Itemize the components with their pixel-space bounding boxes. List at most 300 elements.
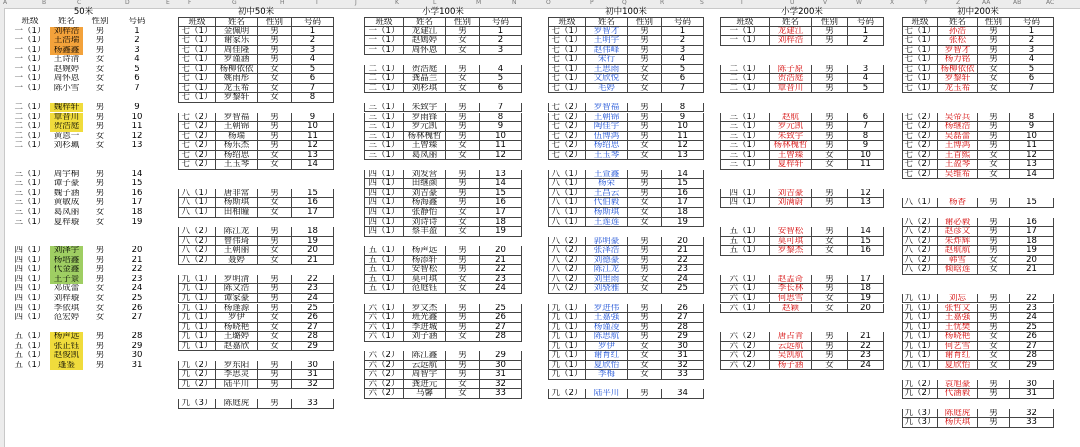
name-cell[interactable]: 谢必毅 — [938, 218, 978, 228]
gender-cell[interactable]: 女 — [446, 151, 480, 161]
number-cell[interactable]: 29 — [662, 332, 704, 342]
number-cell[interactable]: 11 — [131, 122, 143, 132]
class-cell[interactable]: 九（2） — [178, 380, 216, 390]
name-cell[interactable]: 杨声远 — [50, 332, 83, 342]
name-cell[interactable]: 黄敏成 — [53, 198, 80, 208]
gender-cell[interactable]: 女 — [978, 351, 1010, 361]
number-cell[interactable]: 6 — [848, 113, 884, 123]
gender-cell[interactable]: 男 — [628, 256, 662, 266]
name-cell[interactable]: 罗文杰 — [404, 304, 446, 314]
gender-cell[interactable]: 男 — [628, 170, 662, 180]
name-cell[interactable]: 王玉琴 — [586, 151, 628, 161]
gender-cell[interactable]: 男 — [95, 255, 105, 265]
class-cell[interactable]: 六（2） — [720, 361, 770, 371]
name-cell[interactable]: 孙浩 — [938, 27, 978, 37]
name-cell[interactable]: 何艺雪 — [938, 342, 978, 352]
class-cell[interactable]: 七（1） — [178, 27, 216, 37]
gender-cell[interactable]: 女 — [258, 93, 292, 103]
number-cell[interactable]: 19 — [292, 237, 334, 247]
gender-cell[interactable]: 男 — [812, 275, 848, 285]
name-cell[interactable]: 李思灵 — [216, 370, 258, 380]
name-cell[interactable]: 龙玉希 — [938, 84, 978, 94]
gender-cell[interactable]: 男 — [95, 112, 105, 122]
gender-cell[interactable]: 女 — [95, 313, 105, 323]
name-cell[interactable]: 文欣悦 — [586, 74, 628, 84]
name-cell[interactable]: 陶佳宇 — [586, 122, 628, 132]
gender-cell[interactable]: 男 — [978, 27, 1010, 37]
number-cell[interactable]: 22 — [662, 256, 704, 266]
name-cell[interactable]: 韩雪 — [938, 256, 978, 266]
name-cell[interactable]: 姓名 — [57, 17, 75, 26]
number-cell[interactable]: 15 — [131, 179, 143, 189]
number-cell[interactable]: 20 — [848, 304, 884, 314]
name-cell[interactable]: 吴凯航 — [770, 351, 812, 361]
gender-cell[interactable]: 女 — [628, 74, 662, 84]
number-cell[interactable]: 9 — [480, 122, 522, 132]
gender-cell[interactable]: 男 — [258, 122, 292, 132]
name-cell[interactable]: 夏梓轩 — [770, 160, 812, 170]
class-cell[interactable]: 七（2） — [548, 141, 586, 151]
gender-cell[interactable]: 男 — [812, 141, 848, 151]
column-letter-x[interactable]: X — [890, 0, 895, 6]
gender-cell[interactable]: 男 — [978, 389, 1010, 399]
class-cell[interactable]: 七（2） — [902, 132, 938, 142]
number-cell[interactable]: 24 — [1010, 313, 1054, 323]
number-cell[interactable]: 31 — [1010, 389, 1054, 399]
gender-cell[interactable]: 男 — [95, 351, 105, 361]
gender-cell[interactable]: 女 — [446, 227, 480, 237]
class-cell[interactable]: 六（2） — [720, 332, 770, 342]
column-letter-d[interactable]: D — [125, 0, 130, 6]
number-cell[interactable]: 3 — [662, 46, 704, 56]
number-cell[interactable]: 19 — [131, 217, 143, 227]
number-cell[interactable]: 12 — [292, 141, 334, 151]
name-cell[interactable]: 李进城 — [404, 323, 446, 333]
class-cell[interactable]: 九（1） — [548, 342, 586, 352]
column-letter-c[interactable]: C — [77, 0, 82, 6]
class-cell[interactable]: 七（1） — [902, 27, 938, 37]
gender-cell[interactable]: 男 — [258, 370, 292, 380]
gender-cell[interactable]: 女 — [978, 84, 1010, 94]
name-cell[interactable]: 刘杉珮 — [53, 141, 80, 151]
name-cell[interactable]: 王萱鑫 — [586, 170, 628, 180]
gender-cell[interactable]: 女 — [812, 237, 848, 247]
class-cell[interactable]: 七（2） — [902, 170, 938, 180]
column-letter-g[interactable]: G — [232, 0, 237, 6]
gender-cell[interactable]: 男 — [812, 74, 848, 84]
name-cell[interactable]: 王曾臻 — [770, 151, 812, 161]
class-cell[interactable]: 九（2） — [902, 380, 938, 390]
number-cell[interactable]: 32 — [480, 380, 522, 390]
name-cell[interactable]: 毛婷 — [586, 84, 628, 94]
name-cell[interactable]: 赵彦文 — [938, 227, 978, 237]
gender-cell[interactable]: 男 — [978, 323, 1010, 333]
class-cell[interactable]: 七（1） — [902, 36, 938, 46]
name-cell[interactable]: 王莲莲 — [586, 218, 628, 228]
gender-cell[interactable]: 女 — [95, 293, 105, 303]
class-cell[interactable]: 七（1） — [548, 27, 586, 37]
gender-cell[interactable]: 男 — [628, 246, 662, 256]
class-cell[interactable]: 四（1） — [14, 293, 46, 303]
name-cell[interactable]: 何思雪 — [770, 294, 812, 304]
class-cell[interactable]: 五（1） — [14, 360, 46, 370]
class-cell[interactable]: 九（1） — [178, 304, 216, 314]
number-cell[interactable]: 1 — [662, 27, 704, 37]
number-cell[interactable]: 22 — [131, 265, 143, 275]
class-cell[interactable]: 八（2） — [178, 227, 216, 237]
column-letter-a[interactable]: A — [3, 0, 8, 6]
class-cell[interactable]: 六（1） — [720, 294, 770, 304]
gender-cell[interactable]: 男 — [258, 113, 292, 123]
class-cell[interactable]: 四（1） — [14, 255, 46, 265]
name-cell[interactable]: 罗黎轩 — [216, 93, 258, 103]
class-cell[interactable]: 一（1） — [364, 46, 404, 56]
name-cell[interactable]: 罗谨涵 — [216, 55, 258, 65]
gender-cell[interactable]: 女 — [446, 46, 480, 56]
name-cell[interactable]: 罗智才 — [938, 46, 978, 56]
class-cell[interactable]: 五（1） — [14, 332, 46, 342]
gender-cell[interactable]: 女 — [978, 170, 1010, 180]
name-cell[interactable]: 陈庭虎 — [938, 409, 978, 419]
number-cell[interactable]: 17 — [131, 198, 143, 208]
name-cell[interactable]: 刘德豪 — [586, 256, 628, 266]
gender-cell[interactable]: 男 — [978, 246, 1010, 256]
gender-cell[interactable]: 女 — [446, 284, 480, 294]
number-cell[interactable]: 15 — [480, 189, 522, 199]
name-cell[interactable]: 曾伟琦 — [216, 237, 258, 247]
class-cell[interactable]: 七（2） — [178, 113, 216, 123]
class-cell[interactable]: 三（1） — [720, 151, 770, 161]
gender-cell[interactable]: 男 — [628, 389, 662, 399]
number-cell[interactable]: 29 — [1010, 361, 1054, 371]
name-cell[interactable]: 周宇桐 — [53, 169, 80, 179]
name-cell[interactable]: 杨绍思 — [216, 151, 258, 161]
gender-cell[interactable]: 男 — [812, 113, 848, 123]
number-cell[interactable]: 23 — [848, 351, 884, 361]
gender-cell[interactable]: 女 — [95, 55, 105, 65]
gender-cell[interactable]: 女 — [812, 294, 848, 304]
column-letter-r[interactable]: R — [660, 0, 665, 6]
gender-cell[interactable]: 男 — [258, 275, 292, 285]
name-cell[interactable]: 罗智福 — [586, 103, 628, 113]
gender-cell[interactable]: 男 — [628, 27, 662, 37]
gender-cell[interactable]: 男 — [628, 332, 662, 342]
number-cell[interactable]: 13 — [848, 198, 884, 208]
name-cell[interactable]: 谭子豪 — [53, 179, 80, 189]
gender-cell[interactable]: 男 — [812, 189, 848, 199]
class-cell[interactable]: 七（2） — [178, 151, 216, 161]
class-cell[interactable]: 九（3） — [178, 399, 216, 409]
number-cell[interactable]: 1 — [1010, 27, 1054, 37]
number-cell[interactable]: 33 — [1010, 418, 1054, 428]
class-cell[interactable]: 九（1） — [548, 323, 586, 333]
gender-cell[interactable]: 男 — [258, 46, 292, 56]
class-cell[interactable]: 六（2） — [720, 342, 770, 352]
number-cell[interactable]: 28 — [131, 332, 143, 342]
class-cell[interactable]: 一（1） — [720, 36, 770, 46]
number-cell[interactable]: 10 — [1010, 132, 1054, 142]
gender-cell[interactable]: 女 — [628, 351, 662, 361]
number-cell[interactable]: 24 — [480, 284, 522, 294]
name-cell[interactable]: 罗元凯 — [770, 122, 812, 132]
gender-cell[interactable]: 女 — [446, 380, 480, 390]
class-cell[interactable]: 五（1） — [14, 351, 46, 361]
gender-cell[interactable]: 男 — [978, 55, 1010, 65]
gender-cell[interactable]: 男 — [628, 113, 662, 123]
name-cell[interactable]: 周佳隆 — [216, 46, 258, 56]
gender-cell[interactable]: 男 — [978, 218, 1010, 228]
class-cell[interactable]: 五（1） — [14, 341, 46, 351]
class-cell[interactable]: 八（2） — [548, 246, 586, 256]
class-cell[interactable]: 九（1） — [902, 351, 938, 361]
class-cell[interactable]: 四（1） — [14, 274, 46, 284]
name-cell[interactable]: 陈思航 — [586, 332, 628, 342]
class-cell[interactable]: 六（1） — [720, 304, 770, 314]
name-cell[interactable]: 安智松 — [404, 265, 446, 275]
number-cell[interactable]: 2 — [662, 36, 704, 46]
gender-cell[interactable]: 女 — [258, 198, 292, 208]
number-cell[interactable]: 16 — [292, 198, 334, 208]
number-cell[interactable]: 26 — [292, 313, 334, 323]
class-cell[interactable]: 九（1） — [178, 313, 216, 323]
class-cell[interactable]: 八（2） — [902, 256, 938, 266]
number-cell[interactable]: 32 — [662, 361, 704, 371]
name-cell[interactable]: 陈江龙 — [216, 227, 258, 237]
name-cell[interactable]: 聂婷 — [216, 256, 258, 266]
number-cell[interactable]: 24 — [662, 275, 704, 285]
gender-cell[interactable]: 男 — [628, 265, 662, 275]
gender-cell[interactable]: 女 — [628, 361, 662, 371]
class-cell[interactable]: 八（1） — [548, 198, 586, 208]
gender-cell[interactable]: 性别 — [446, 17, 480, 27]
name-cell[interactable]: 陆平川 — [216, 380, 258, 390]
gender-cell[interactable]: 男 — [446, 122, 480, 132]
name-cell[interactable]: 马馨 — [404, 389, 446, 399]
name-cell[interactable]: 王首熙 — [938, 151, 978, 161]
number-cell[interactable]: 23 — [480, 275, 522, 285]
number-cell[interactable]: 12 — [662, 141, 704, 151]
block-title[interactable]: 小学100米 — [422, 7, 464, 17]
gender-cell[interactable]: 男 — [812, 132, 848, 142]
number-cell[interactable]: 25 — [480, 304, 522, 314]
column-letter-f[interactable]: F — [188, 0, 192, 6]
name-cell[interactable]: 王诗清 — [53, 55, 80, 65]
gender-cell[interactable]: 女 — [628, 342, 662, 352]
name-cell[interactable]: 赵俊凯 — [50, 351, 83, 361]
name-cell[interactable]: 杨培鑫 — [50, 256, 83, 266]
class-cell[interactable]: 四（1） — [364, 179, 404, 189]
number-cell[interactable]: 8 — [662, 103, 704, 113]
column-letter-aa[interactable]: AA — [982, 0, 991, 6]
number-cell[interactable]: 19 — [1010, 246, 1054, 256]
name-cell[interactable]: 陈子原 — [770, 65, 812, 75]
gender-cell[interactable]: 男 — [95, 274, 105, 284]
class-cell[interactable]: 七（2） — [548, 122, 586, 132]
name-cell[interactable]: 谭家豪 — [216, 294, 258, 304]
name-cell[interactable]: 王忧樊 — [938, 323, 978, 333]
name-cell[interactable]: 张泽浩 — [586, 246, 628, 256]
name-cell[interactable]: 陈庭虎 — [216, 399, 258, 409]
class-cell[interactable]: 七（1） — [902, 65, 938, 75]
class-cell[interactable]: 一（1） — [14, 26, 46, 36]
number-cell[interactable]: 21 — [662, 246, 704, 256]
gender-cell[interactable]: 男 — [95, 188, 105, 198]
number-cell[interactable]: 31 — [662, 351, 704, 361]
class-cell[interactable]: 六（1） — [364, 332, 404, 342]
class-cell[interactable]: 二（1） — [14, 141, 46, 151]
name-cell[interactable]: 唐非常 — [216, 189, 258, 199]
class-cell[interactable]: 班级 — [364, 17, 404, 27]
gender-cell[interactable]: 女 — [446, 36, 480, 46]
class-cell[interactable]: 六（2） — [364, 389, 404, 399]
class-cell[interactable]: 五（1） — [720, 237, 770, 247]
name-cell[interactable]: 朱致宇 — [404, 103, 446, 113]
class-cell[interactable]: 三（1） — [720, 113, 770, 123]
number-cell[interactable]: 7 — [848, 122, 884, 132]
class-cell[interactable]: 二（1） — [720, 84, 770, 94]
class-cell[interactable]: 九（1） — [902, 304, 938, 314]
name-cell[interactable]: 莫可琪 — [770, 237, 812, 247]
name-cell[interactable]: 田继颜 — [404, 179, 446, 189]
number-cell[interactable]: 33 — [480, 389, 522, 399]
name-cell[interactable]: 王嘉强 — [938, 313, 978, 323]
class-cell[interactable]: 二（1） — [720, 74, 770, 84]
gender-cell[interactable]: 男 — [446, 304, 480, 314]
class-cell[interactable]: 八（2） — [902, 218, 938, 228]
name-cell[interactable]: 姓名 — [770, 17, 812, 27]
number-cell[interactable]: 19 — [662, 218, 704, 228]
gender-cell[interactable]: 女 — [628, 84, 662, 94]
gender-cell[interactable]: 男 — [446, 179, 480, 189]
name-cell[interactable]: 张哲文 — [938, 304, 978, 314]
class-cell[interactable]: 二（1） — [14, 131, 46, 141]
class-cell[interactable]: 二（1） — [364, 74, 404, 84]
name-cell[interactable]: 龙建江 — [770, 27, 812, 37]
name-cell[interactable]: 王明宇 — [586, 36, 628, 46]
name-cell[interactable]: 龙玉希 — [216, 84, 258, 94]
number-cell[interactable]: 28 — [292, 332, 334, 342]
gender-cell[interactable]: 女 — [978, 265, 1010, 275]
number-cell[interactable]: 12 — [480, 151, 522, 161]
class-cell[interactable]: 四（1） — [364, 189, 404, 199]
class-cell[interactable]: 二（1） — [14, 122, 46, 132]
number-cell[interactable]: 23 — [662, 265, 704, 275]
gender-cell[interactable]: 男 — [446, 323, 480, 333]
number-cell[interactable]: 33 — [292, 399, 334, 409]
class-cell[interactable]: 五（1） — [364, 275, 404, 285]
name-cell[interactable]: 杨瑞 — [216, 132, 258, 142]
number-cell[interactable]: 号码 — [128, 17, 146, 26]
column-letter-n[interactable]: N — [512, 0, 517, 6]
gender-cell[interactable]: 男 — [628, 323, 662, 333]
class-cell[interactable]: 九（1） — [178, 275, 216, 285]
number-cell[interactable]: 6 — [292, 74, 334, 84]
gender-cell[interactable]: 男 — [812, 284, 848, 294]
number-cell[interactable]: 31 — [292, 370, 334, 380]
gender-cell[interactable]: 女 — [628, 141, 662, 151]
name-cell[interactable]: 王朝锦 — [216, 122, 258, 132]
name-cell[interactable]: 邓成蕾 — [53, 284, 80, 294]
gender-cell[interactable]: 男 — [446, 27, 480, 37]
gender-cell[interactable]: 女 — [258, 342, 292, 352]
number-cell[interactable]: 24 — [848, 361, 884, 371]
number-cell[interactable]: 23 — [292, 284, 334, 294]
number-cell[interactable]: 34 — [662, 389, 704, 399]
number-cell[interactable]: 12 — [131, 131, 143, 141]
number-cell[interactable]: 23 — [131, 274, 143, 284]
name-cell[interactable]: 田相瞳 — [216, 208, 258, 218]
name-cell[interactable]: 姓名 — [404, 17, 446, 27]
number-cell[interactable]: 30 — [480, 361, 522, 371]
number-cell[interactable]: 11 — [848, 160, 884, 170]
gender-cell[interactable]: 男 — [446, 361, 480, 371]
number-cell[interactable]: 17 — [848, 275, 884, 285]
column-letter-i[interactable]: I — [316, 0, 318, 6]
name-cell[interactable]: 赵嘉欣 — [216, 342, 258, 352]
gender-cell[interactable]: 女 — [95, 74, 105, 84]
number-cell[interactable]: 33 — [662, 370, 704, 380]
class-cell[interactable]: 二（1） — [364, 65, 404, 75]
number-cell[interactable]: 9 — [134, 102, 140, 112]
class-cell[interactable]: 三（1） — [720, 132, 770, 142]
name-cell[interactable]: 朱炸辉 — [938, 237, 978, 247]
class-cell[interactable]: 班级 — [21, 17, 39, 26]
gender-cell[interactable]: 女 — [446, 218, 480, 228]
column-letter-p[interactable]: P — [590, 0, 594, 6]
gender-cell[interactable]: 男 — [978, 380, 1010, 390]
number-cell[interactable]: 22 — [1010, 294, 1054, 304]
number-cell[interactable]: 3 — [292, 46, 334, 56]
name-cell[interactable]: 王子景 — [50, 275, 83, 285]
name-cell[interactable]: 罗黎杰 — [770, 246, 812, 256]
gender-cell[interactable]: 男 — [446, 198, 480, 208]
number-cell[interactable]: 3 — [1010, 46, 1054, 56]
number-cell[interactable]: 16 — [480, 198, 522, 208]
number-cell[interactable]: 8 — [848, 132, 884, 142]
gender-cell[interactable]: 女 — [446, 332, 480, 342]
number-cell[interactable]: 14 — [292, 160, 334, 170]
name-cell[interactable]: 莫可琪 — [404, 275, 446, 285]
number-cell[interactable]: 3 — [134, 45, 140, 55]
gender-cell[interactable]: 男 — [95, 26, 105, 36]
gender-cell[interactable]: 性别 — [978, 17, 1010, 27]
number-cell[interactable]: 7 — [134, 83, 140, 93]
number-cell[interactable]: 号码 — [480, 17, 522, 27]
number-cell[interactable]: 27 — [292, 323, 334, 333]
class-cell[interactable]: 八（1） — [178, 189, 216, 199]
name-cell[interactable]: 宋行 — [586, 55, 628, 65]
number-cell[interactable]: 14 — [480, 179, 522, 189]
gender-cell[interactable]: 男 — [95, 332, 105, 342]
gender-cell[interactable]: 男 — [628, 46, 662, 56]
name-cell[interactable]: 杨谨凌 — [586, 323, 628, 333]
name-cell[interactable]: 范庭钰 — [404, 284, 446, 294]
class-cell[interactable]: 四（1） — [364, 170, 404, 180]
gender-cell[interactable]: 女 — [978, 342, 1010, 352]
gender-cell[interactable]: 男 — [446, 313, 480, 323]
gender-cell[interactable]: 女 — [978, 332, 1010, 342]
class-cell[interactable]: 八（2） — [902, 246, 938, 256]
name-cell[interactable]: 王盈琴 — [938, 160, 978, 170]
number-cell[interactable]: 2 — [848, 36, 884, 46]
gender-cell[interactable]: 男 — [95, 265, 105, 275]
name-cell[interactable]: 杨力铭 — [938, 55, 978, 65]
name-cell[interactable]: 朱致宇 — [770, 132, 812, 142]
name-cell[interactable]: 魏梓轩 — [50, 103, 83, 113]
number-cell[interactable]: 1 — [848, 27, 884, 37]
class-cell[interactable]: 九（1） — [902, 361, 938, 371]
class-cell[interactable]: 三（1） — [720, 160, 770, 170]
